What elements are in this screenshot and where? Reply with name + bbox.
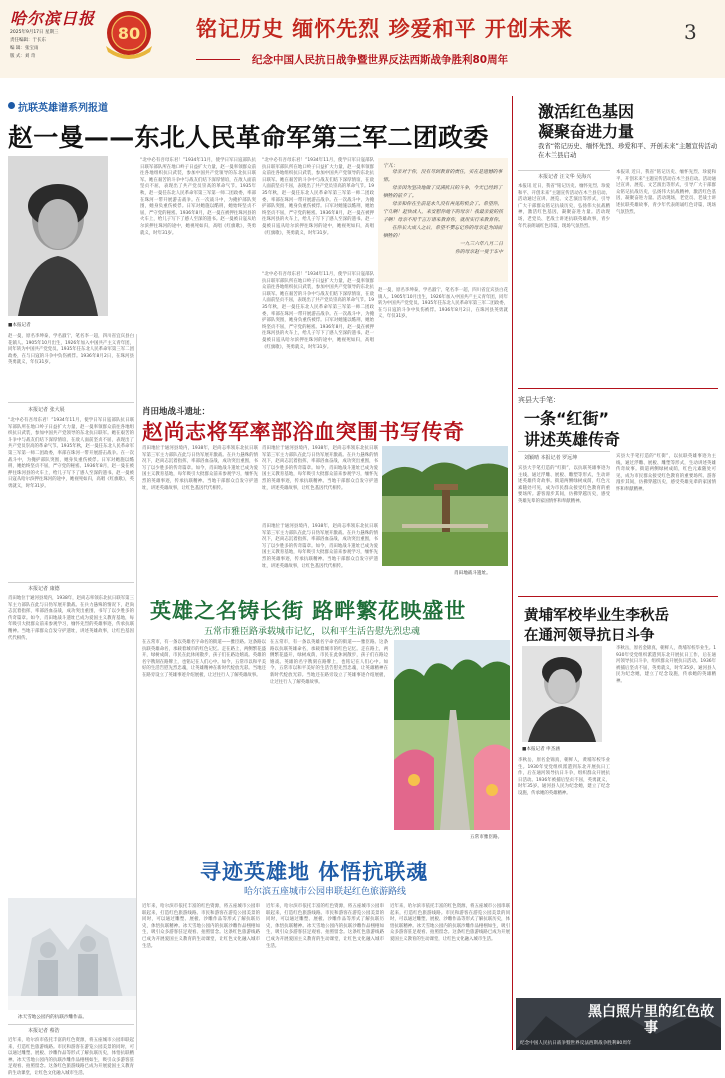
sidebar1-headline-2: 凝聚奋进力量 <box>538 122 635 141</box>
sidebar1-col-2: 本报讯 近日，我省“铭记历史、缅怀先烈、珍爱和平、开创未来”主题宣传活动在木兰县启动。活动通过宣讲、展览、文艺演出等形式，引导广大干部群众铭记抗战历史，弘扬伟大抗战精神，激活红色基因，凝聚奋进力量。活动现场，老党员、老战士讲述抗联英雄故事，青少年代表朗诵红色诗篇，现场气氛热烈。 <box>616 170 716 215</box>
sidebar2-headline-1: 一条“红街” <box>524 409 610 428</box>
article2-headline: 赵尚志将军率部浴血突围书写传奇 <box>142 420 465 444</box>
sidebar-rule-1 <box>518 388 718 389</box>
sidebar3-col-1: 李秋岳，原名金锦真，朝鲜人，黄埔军校毕业生。1930年受党组织派遣到东北开展抗日工作，后在通河领导抗日斗争，组织群众开展抗日活动。1936年被捕后坚贞不屈，英勇就义，时年35岁。通河县人民为纪念她，建立了纪念设施，传承她的英雄精神。 <box>518 758 610 796</box>
sidebar1-byline-rule <box>518 170 610 171</box>
sidebar3-portrait <box>522 646 602 742</box>
article4-photo <box>8 898 136 1010</box>
article4-col-4: 近年来，哈尔滨市依托丰富的红色资源，将五座城市公园串联起来，打造红色旅游线路。市民和游客在游览公园美景的同时，可以通过雕塑、展板、沙雕作品等形式了解抗联历史，体悟抗联精神。冰天雪地公园内的抗联沙雕作品栩栩如生，吸引众多游客驻足观看、拍照留念。这条红色旅游线路已成为开展爱国主义教育的生动课堂，让红色文化融入城市生活。 <box>390 904 510 942</box>
article1-byline-rule <box>8 402 134 403</box>
masthead-editor-2: 编 辑：张宝雨 <box>10 46 39 51</box>
article2-col-4: 肖田地位于通河县境内，1938年，赵尚志率领东北抗日联军第三军主力部队在此与日伪军展开激战。在兵力悬殊的情况下，赵尚志沉着指挥，率部浴血奋战，成功突出重围，书写了以少胜多的传奇篇章。如今，肖田地战斗遗址已成为爱国主义教育基地，每年吸引大批群众前来参观学习，缅怀先烈的英雄事迹，传承抗联精神。当地干部群众自发守护遗址，讲述英雄故事，让红色基因代代相传。 <box>8 596 134 641</box>
masthead-logo: 哈尔滨日报 <box>10 9 96 28</box>
letter-signature: 你的母亲赵一曼于车中 <box>455 250 503 255</box>
article1-byline: 本报记者 张大展 <box>28 407 65 413</box>
article4-photo-caption: 冰天雪地公园内的抗联沙雕作品。 <box>18 1015 87 1020</box>
anniversary-badge-icon <box>100 8 158 64</box>
article1-intro: 赵一曼，原名李坤泰，学名淑宁，笔名李一超，四川省宜宾县白花镇人。1905年10月出生，1926年加入中国共产主义青年团，同年转为中国共产党党员。1935年任东北人民革命军第三军二团政委，在与日寇的斗争中负伤被俘。1936年8月2日，在珠河县英勇就义，年仅31岁。 <box>8 334 134 366</box>
sidebar2-col-2: 宾县大手笔打造的“红街”，以抗联英雄事迹为主线，通过浮雕、展板、雕塑等形式，生动讲述英雄传奇故事。街道两侧绿树成荫，红色元素随处可见，成为市民群众接受红色教育的重要场所。游客漫步其间，仿佛穿越历史，感受英雄先辈的家国情怀和奉献精神。 <box>616 454 716 492</box>
article1-headline: 赵一曼——东北人民革命军第三军二团政委 <box>8 123 489 152</box>
sidebar1-headline-1: 激活红色基因 <box>538 102 635 121</box>
article3-headline: 英雄之名铸长街 路畔繁花映盛世 <box>150 599 467 623</box>
article3-col-1: 在五常市，有一条以英雄名字命名的街道——雅臣路。这条路以抗联英雄命名，承载着城市的红色记忆。走在路上，两侧繁花盛开，绿树成荫，市民在此休闲散步，孩子们在路边嬉戏。英雄的名字镌刻在路牌上，也铭记在人们心中。如今，五常市以和平美好的生活告慰先烈忠魂，让英雄精神在新时代绽放光彩。当地还在路旁设立了英雄事迹介绍展板，让过往行人了解英雄故事。 <box>142 640 266 678</box>
article4-byline-rule <box>8 1024 134 1025</box>
article1-col-1: “北中必有吾母东君！”1934年11月，使学日军日寇部队抗日联军部队所在地口岭子日益扩大力量，赵一曼率领群众前往各地组织抗日武装，参加中国共产党领导的东北抗日联军。她在艰苦的斗争中与战友们结下深厚情谊，在敌人面前坚贞不屈，表现出了共产党员崇高的革命气节。1935年秋，赵一曼任东北人民革命军第三军第一师二团政委，率部在珠河一带开展游击战争。在一次战斗中，为掩护部队突围，她身负重伤被俘。日军对她施以酷刑，她始终坚贞不屈，严守党的秘密。1936年8月，赵一曼在被押往珠河县的火车上，给儿子写下了感人至深的遗书。赵一曼被日寇从哈尔滨押往珠河的途中，她视死如归，高唱《红旗歌》，英勇就义，时年31岁。 <box>8 418 134 489</box>
sidebar3-headline-1: 黄埔军校毕业生李秋岳 <box>524 608 669 624</box>
sidebar1-intro: 我省“铭记历史、缅怀先烈、珍爱和平、开创未来”主题宣传活动在木兰县启动 <box>538 142 718 159</box>
letter-date: 一九三六年八月二日 <box>459 242 503 247</box>
article1-kicker-icon <box>8 102 15 109</box>
letter-salutation: 宁儿： <box>383 163 399 169</box>
sidebar1-byline: 本报记者 汪文华 吴海兴 <box>538 174 592 180</box>
column-divider-left <box>136 334 137 1050</box>
sidebar3-photo-caption: ■本报记者 申杰涵 <box>522 747 560 752</box>
letter-line-3: 母亲和你在生前是永久没有再见的机会了。希望你，宁儿啊！赶快成人，来安慰你地下的母亲！我最亲爱的孩子啊！母亲不用千言万语来教育你，就用实行来教育你。 <box>383 202 503 223</box>
article2-col-2: 肖田地位于通河县境内，1938年，赵尚志率领东北抗日联军第三军主力部队在此与日伪军展开激战。在兵力悬殊的情况下，赵尚志沉着指挥，率部浴血奋战，成功突出重围，书写了以少胜多的传奇篇章。如今，肖田地战斗遗址已成为爱国主义教育基地，每年吸引大批群众前来参观学习，缅怀先烈的英雄事迹，传承抗联精神。当地干部群众自发守护遗址，讲述英雄故事，让红色基因代代相传。 <box>262 446 378 491</box>
article2-kicker: 肖田地战斗遗址： <box>142 407 211 417</box>
article1-col-2: “北中必有吾母东君！”1934年11月，使学日军日寇部队抗日联军部队所在地口岭子日益扩大力量，赵一曼率领群众前往各地组织抗日武装，参加中国共产党领导的东北抗日联军。她在艰苦的斗争中与战友们结下深厚情谊，在敌人面前坚贞不屈，表现出了共产党员崇高的革命气节。1935年秋，赵一曼任东北人民革命军第三军第一师二团政委，率部在珠河一带开展游击战争。在一次战斗中，为掩护部队突围，她身负重伤被俘。日军对她施以酷刑，她始终坚贞不屈，严守党的秘密。1936年8月，赵一曼在被押往珠河县的火车上，给儿子写下了感人至深的遗书。赵一曼被日寇从哈尔滨押往珠河的途中，她视死如归，高唱《红旗歌》，英勇就义，时年31岁。 <box>140 158 256 236</box>
badge-number: 80 <box>117 24 141 43</box>
sidebar3-col-2: 李秋岳，原名金锦真，朝鲜人，黄埔军校毕业生。1930年受党组织派遣到东北开展抗日工作，后在通河领导抗日斗争，组织群众开展抗日活动。1936年被捕后坚贞不屈，英勇就义，时年35岁。通河县人民为纪念她，建立了纪念设施，传承她的英雄精神。 <box>616 646 716 684</box>
article4-subhead: 哈尔滨五座城市公园串联起红色旅游路线 <box>244 887 407 897</box>
letter-line-4: 在你长大成人之后，希望不要忘记你的母亲是为国而牺牲的！ <box>383 226 503 239</box>
masthead-editor-3: 版 式：刘 奇 <box>10 54 36 59</box>
sidebar3-headline-2: 在通河领导抗日斗争 <box>524 628 655 644</box>
letter-line-1: 母亲对于你，没有尽到教育的责任，实在是遗憾的事情。 <box>383 170 503 183</box>
article1-portrait <box>8 156 108 316</box>
sidebar2-headline-2: 讲述英雄传奇 <box>524 430 621 449</box>
sidebar2-col-1: 宾县大手笔打造的“红街”，以抗联英雄事迹为主线，通过浮雕、展板、雕塑等形式，生动讲述英雄传奇故事。街道两侧绿树成荫，红色元素随处可见，成为市民群众接受红色教育的重要场所。游客漫步其间，仿佛穿越历史，感受英雄先辈的家国情怀和奉献精神。 <box>518 466 610 504</box>
article2-col-3: 肖田地位于通河县境内，1938年，赵尚志率领东北抗日联军第三军主力部队在此与日伪军展开激战。在兵力悬殊的情况下，赵尚志沉着指挥，率部浴血奋战，成功突出重围，书写了以少胜多的传奇篇章。如今，肖田地战斗遗址已成为爱国主义教育基地，每年吸引大批群众前来参观学习，缅怀先烈的英雄事迹，传承抗联精神。当地干部群众自发守护遗址，讲述英雄故事，让红色基因代代相传。 <box>262 524 378 569</box>
article2-byline: 本报记者 康德 <box>28 586 60 592</box>
bottom-ad-banner <box>516 998 721 1050</box>
sidebar2-byline: 刘颖晴 本报记者 罗远坤 <box>524 455 578 461</box>
masthead-editor-1: 责任编辑：于长东 <box>10 38 46 43</box>
article1-photo-caption: ■本报记者 <box>8 323 31 328</box>
bottom-ad-title: 黑白照片里的红色故事 <box>588 1004 714 1036</box>
sidebar2-byline-rule <box>518 451 610 452</box>
masthead-slogan: 铭记历史 缅怀先烈 珍爱和平 开创未来 <box>196 16 573 41</box>
article4-col-1: 近年来，哈尔滨市依托丰富的红色资源，将五座城市公园串联起来，打造红色旅游线路。市民和游客在游览公园美景的同时，可以通过雕塑、展板、沙雕作品等形式了解抗联历史，体悟抗联精神。冰天雪地公园内的抗联沙雕作品栩栩如生，吸引众多游客驻足观看、拍照留念。这条红色旅游线路已成为开展爱国主义教育的生动课堂，让红色文化融入城市生活。 <box>8 1038 134 1076</box>
article4-col-3: 近年来，哈尔滨市依托丰富的红色资源，将五座城市公园串联起来，打造红色旅游线路。市民和游客在游览公园美景的同时，可以通过雕塑、展板、沙雕作品等形式了解抗联历史，体悟抗联精神。冰天雪地公园内的抗联沙雕作品栩栩如生，吸引众多游客驻足观看、拍照留念。这条红色旅游线路已成为开展爱国主义教育的生动课堂，让红色文化融入城市生活。 <box>266 904 384 949</box>
letter-line-2: 母亲因为坚决地做了反满抗日的斗争，今天已经到了牺牲的前夕了。 <box>383 186 503 199</box>
article2-col-1: 肖田地位于通河县境内，1938年，赵尚志率领东北抗日联军第三军主力部队在此与日伪军展开激战。在兵力悬殊的情况下，赵尚志沉着指挥，率部浴血奋战，成功突出重围，书写了以少胜多的传奇篇章。如今，肖田地战斗遗址已成为爱国主义教育基地，每年吸引大批群众前来参观学习，缅怀先烈的英雄事迹，传承抗联精神。当地干部群众自发守护遗址，讲述英雄故事，让红色基因代代相传。 <box>142 446 258 491</box>
article1-photo-caption-text: 本报记者 <box>12 323 31 328</box>
article2-photo-caption: 肖田地战斗遗址。 <box>454 571 491 576</box>
article1-col-3: “北中必有吾母东君！”1934年11月，使学日军日寇部队抗日联军部队所在地口岭子日益扩大力量，赵一曼率领群众前往各地组织抗日武装，参加中国共产党领导的东北抗日联军。她在艰苦的斗争中与战友们结下深厚情谊，在敌人面前坚贞不屈，表现出了共产党员崇高的革命气节。1935年秋，赵一曼任东北人民革命军第三军第一师二团政委，率部在珠河一带开展游击战争。在一次战斗中，为掩护部队突围，她身负重伤被俘。日军对她施以酷刑，她始终坚贞不屈，严守党的秘密。1936年8月，赵一曼在被押往珠河县的火车上，给儿子写下了感人至深的遗书。赵一曼被日寇从哈尔滨押往珠河的途中，她视死如归，高唱《红旗歌》，英勇就义，时年31岁。 <box>262 158 374 236</box>
sidebar1-col-1: 本报讯 近日，我省“铭记历史、缅怀先烈、珍爱和平、开创未来”主题宣传活动在木兰县启动。活动通过宣讲、展览、文艺演出等形式，引导广大干部群众铭记抗战历史，弘扬伟大抗战精神，激活红色基因，凝聚奋进力量。活动现场，老党员、老战士讲述抗联英雄故事，青少年代表朗诵红色诗篇，现场气氛热烈。 <box>518 184 610 229</box>
masthead-date: 2025年9月17日 星期三 <box>10 30 59 35</box>
column-divider-right <box>512 96 513 1050</box>
article1-col-4: “北中必有吾母东君！”1934年11月，使学日军日寇部队抗日联军部队所在地口岭子日益扩大力量，赵一曼率领群众前往各地组织抗日武装，参加中国共产党领导的东北抗日联军。她在艰苦的斗争中与战友们结下深厚情谊，在敌人面前坚贞不屈，表现出了共产党员崇高的革命气节。1935年秋，赵一曼任东北人民革命军第三军第一师二团政委，率部在珠河一带开展游击战争。在一次战斗中，为掩护部队突围，她身负重伤被俘。日军对她施以酷刑，她始终坚贞不屈，严守党的秘密。1936年8月，赵一曼在被押往珠河县的火车上，给儿子写下了感人至深的遗书。赵一曼被日寇从哈尔滨押往珠河的途中，她视死如归，高唱《红旗歌》，英勇就义，时年31岁。 <box>262 272 374 350</box>
article1-col-5: 赵一曼，原名李坤泰，学名淑宁，笔名李一超，四川省宜宾县白花镇人。1905年10月出生，1926年加入中国共产主义青年团，同年转为中国共产党党员。1935年任东北人民革命军第三军二团政委，在与日寇的斗争中负伤被俘。1936年8月2日，在珠河县英勇就义，年仅31岁。 <box>378 288 508 320</box>
masthead-subtitle: 纪念中国人民抗日战争暨世界反法西斯战争胜利80周年 <box>252 54 509 66</box>
article2-byline-rule <box>8 582 134 583</box>
masthead <box>0 0 725 78</box>
sidebar-rule-2 <box>518 596 718 597</box>
article2-photo <box>382 446 508 566</box>
article3-col-2: 在五常市，有一条以英雄名字命名的街道——雅臣路。这条路以抗联英雄命名，承载着城市的红色记忆。走在路上，两侧繁花盛开，绿树成荫，市民在此休闲散步，孩子们在路边嬉戏。英雄的名字镌刻在路牌上，也铭记在人们心中。如今，五常市以和平美好的生活告慰先烈忠魂，让英雄精神在新时代绽放光彩。当地还在路旁设立了英雄事迹介绍展板，让过往行人了解英雄故事。 <box>270 640 388 685</box>
article4-byline: 本报记者 蔡浩 <box>28 1028 60 1034</box>
page-number: 3 <box>684 20 697 44</box>
article3-photo <box>394 640 510 830</box>
article4-col-2: 近年来，哈尔滨市依托丰富的红色资源，将五座城市公园串联起来，打造红色旅游线路。市民和游客在游览公园美景的同时，可以通过雕塑、展板、沙雕作品等形式了解抗联历史，体悟抗联精神。冰天雪地公园内的抗联沙雕作品栩栩如生，吸引众多游客驻足观看、拍照留念。这条红色旅游线路已成为开展爱国主义教育的生动课堂，让红色文化融入城市生活。 <box>142 904 260 949</box>
masthead-subtitle-rule <box>196 59 240 60</box>
bottom-ad-subtitle: 纪念中国人民抗日战争暨世界反法西斯战争胜利80周年 <box>520 1041 632 1046</box>
sidebar2-kicker: 宾县大手笔： <box>518 396 560 404</box>
letter-box <box>378 158 508 282</box>
sidebar3-photo-caption-text: 本报记者 申杰涵 <box>526 747 560 752</box>
article1-kicker: 抗联英雄谱系列报道 <box>18 103 108 114</box>
article4-headline: 寻迹英雄地 体悟抗联魂 <box>200 860 429 884</box>
article3-photo-caption: 五常市雅臣路。 <box>470 835 503 840</box>
article3-subhead: 五常市雅臣路承载城市记忆，以和平生活告慰先烈忠魂 <box>204 627 421 637</box>
